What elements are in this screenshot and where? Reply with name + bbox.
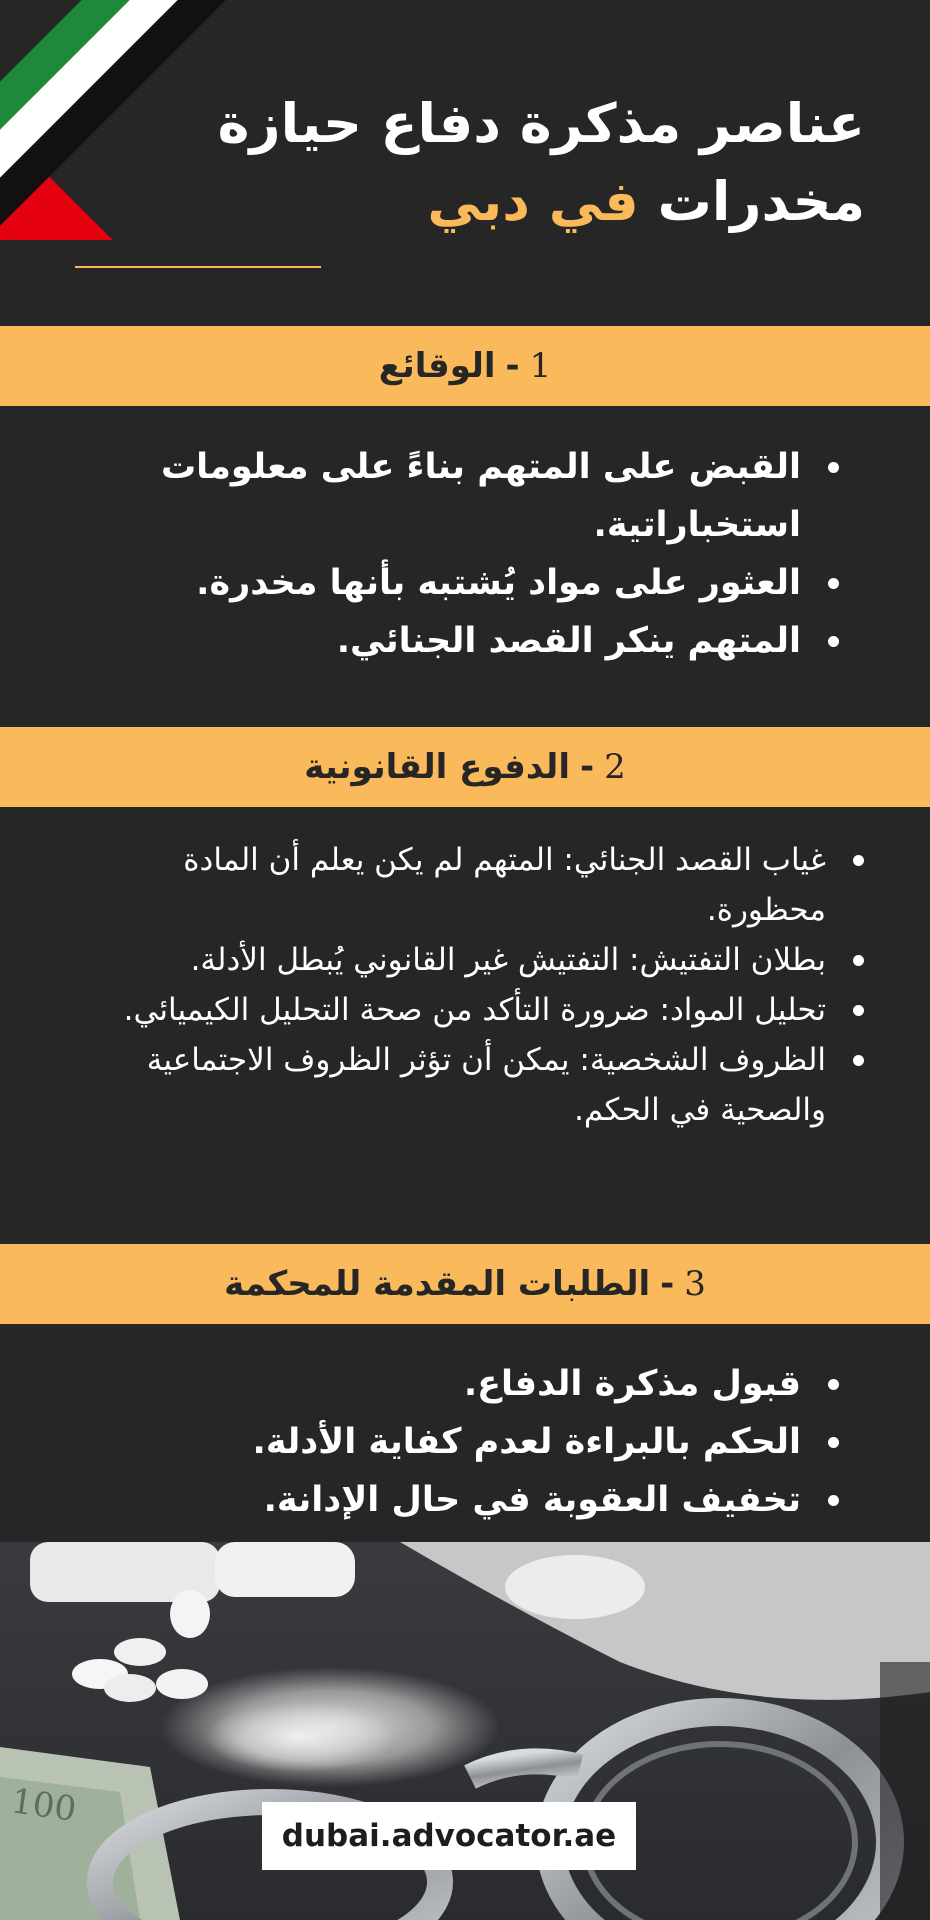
list-item: غياب القصد الجنائي: المتهم لم يكن يعلم أن المادة محظورة. (60, 835, 870, 935)
list-item: الحكم بالبراءة لعدم كفاية الأدلة. (85, 1413, 845, 1471)
section-title: الطلبات المقدمة للمحكمة (224, 1264, 651, 1304)
requests-list (85, 1355, 845, 1529)
title-underline (75, 266, 321, 268)
list-item: بطلان التفتيش: التفتيش غير القانوني يُبطل الأدلة. (60, 935, 870, 985)
list-item: العثور على مواد يُشتبه بأنها مخدرة. (85, 554, 845, 612)
section-number: 2 (604, 747, 626, 787)
page-title (145, 85, 865, 242)
section-separator: - (660, 1264, 675, 1304)
title-accent: في دبي (427, 170, 639, 234)
list-item: تحليل المواد: ضرورة التأكد من صحة التحليل الكيميائي. (60, 985, 870, 1035)
list-item: القبض على المتهم بناءً على معلومات استخباراتية. (85, 438, 845, 554)
section-title: الدفوع القانونية (304, 747, 570, 787)
website-label: dubai.advocator.ae (262, 1802, 636, 1870)
defenses-list (60, 835, 870, 1135)
list-item: تخفيف العقوبة في حال الإدانة. (85, 1471, 845, 1529)
list-item: قبول مذكرة الدفاع. (85, 1355, 845, 1413)
section-header-facts (0, 326, 930, 406)
section-separator: - (505, 346, 520, 386)
section-header-legal-defenses (0, 727, 930, 807)
list-item: المتهم ينكر القصد الجنائي. (85, 612, 845, 670)
section-number: 3 (684, 1264, 706, 1304)
section-separator: - (579, 747, 595, 787)
title-line-2: مخدرات (657, 170, 865, 234)
facts-list (85, 438, 845, 670)
section-title: الوقائع (378, 346, 496, 386)
section-header-requests (0, 1244, 930, 1324)
svg-text:100: 100 (8, 1781, 79, 1830)
title-line-1: عناصر مذكرة دفاع حيازة (217, 92, 865, 155)
section-number: 1 (529, 346, 552, 386)
list-item: الظروف الشخصية: يمكن أن تؤثر الظروف الاجتماعية والصحية في الحكم. (60, 1035, 870, 1135)
